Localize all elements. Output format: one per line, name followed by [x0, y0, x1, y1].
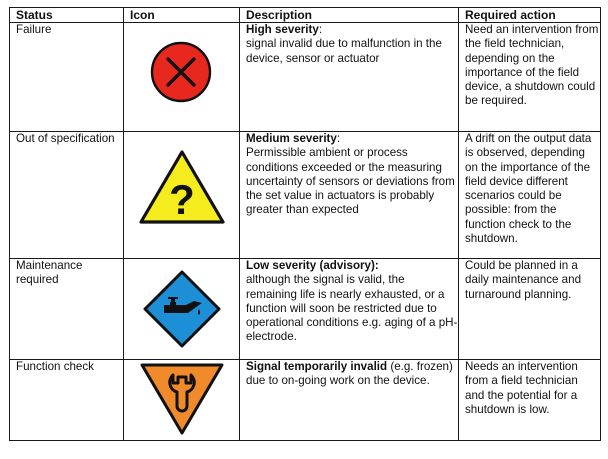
severity-label: Signal temporarily invalid: [246, 360, 388, 373]
severity-label: High severity: [246, 23, 319, 36]
table-header-row: [10, 8, 601, 23]
header-status: Status: [10, 8, 124, 23]
required-action-cell: A drift on the output data is observed, depending on the importance of the field device different scenarios could be possible: from the function check to the shutdown.: [459, 132, 601, 259]
severity-label: Low severity (advisory):: [246, 259, 379, 272]
question-triangle-icon: [138, 149, 226, 225]
description-text: signal invalid due to malfunction in the device, sensor or actuator: [246, 37, 442, 65]
severity-label: Medium severity: [246, 132, 337, 145]
icon-cell: [124, 132, 240, 259]
header-description: Description: [240, 8, 459, 23]
icon-cell: [124, 360, 240, 441]
icon-cell: [124, 259, 240, 360]
oil-can-diamond-icon: [142, 269, 222, 349]
status-cell: Out of specification: [10, 132, 124, 259]
status-table: [9, 7, 601, 441]
wrench-inverted-triangle-icon: [139, 362, 225, 436]
svg-text:?: ?: [169, 176, 195, 223]
severity-suffix: :: [336, 132, 341, 145]
severity-suffix: (e.g. frozen) due to on-going work on the device.: [246, 360, 453, 388]
description-text: Permissible ambient or process conditions exceeded or the measuring uncertainty of sensors or deviations from the set value in actuators is probably greater than expected: [246, 146, 455, 217]
failure-x-circle-icon: [150, 41, 212, 103]
status-table-container: [9, 7, 600, 441]
status-cell: Maintenance required: [10, 259, 124, 360]
required-action-cell: Could be planned in a daily maintenance and turnaround planning.: [459, 259, 601, 360]
table-row: [10, 259, 601, 360]
table-row: [10, 360, 601, 441]
table-row: [10, 132, 601, 259]
status-cell: Failure: [10, 23, 124, 132]
required-action-cell: Needs an intervention from a field technician and the potential for a shutdown is low.: [459, 360, 601, 441]
description-cell: [240, 360, 459, 441]
severity-suffix: :: [318, 23, 323, 36]
description-cell: [240, 23, 459, 132]
table-row: [10, 23, 601, 132]
header-icon: Icon: [124, 8, 240, 23]
description-cell: [240, 259, 459, 360]
header-required-action: Required action: [459, 8, 601, 23]
required-action-cell: Need an intervention from the field technician, depending on the importance of the field device, a shutdown could be required.: [459, 23, 601, 132]
icon-cell: [124, 23, 240, 132]
description-text: although the signal is valid, the remaining life is nearly exhausted, or a function will soon be restricted due to operational conditions e.g. aging of a pH-electrode.: [246, 273, 458, 344]
status-cell: Function check: [10, 360, 124, 441]
description-cell: [240, 132, 459, 259]
